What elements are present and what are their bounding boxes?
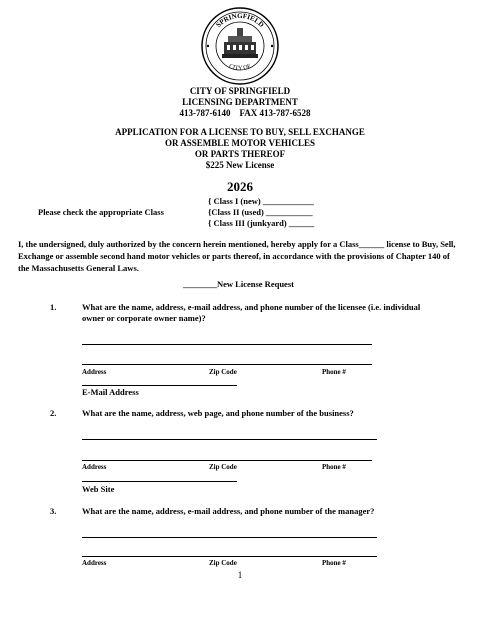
question-3-number: 3. — [50, 506, 57, 516]
q2-answer-line-1[interactable] — [82, 439, 377, 440]
question-1-text: What are the name, address, e-mail address, and phone number of the licensee (i.e. individual owner or corporate owner name)? — [82, 302, 421, 323]
q2-website-label: Web Site — [82, 484, 115, 494]
q1-phone-label: Phone # — [322, 368, 346, 376]
q1-answer-line-2[interactable] — [82, 364, 372, 365]
new-license-request[interactable]: ________New License Request — [183, 279, 294, 289]
q2-zip-label: Zip Code — [209, 463, 237, 471]
q2-phone-label: Phone # — [322, 463, 346, 471]
svg-text:SPRINGFIELD: SPRINGFIELD — [214, 11, 266, 30]
q3-answer-line-2[interactable] — [82, 556, 377, 557]
q3-zip-label: Zip Code — [209, 559, 237, 567]
q2-website-line[interactable] — [82, 481, 237, 482]
q1-zip-label: Zip Code — [209, 368, 237, 376]
question-1-number: 1. — [50, 302, 57, 312]
city-name: CITY OF SPRINGFIELD — [189, 86, 291, 96]
q2-address-label: Address — [82, 463, 107, 471]
application-title-line3: OR PARTS THEREOF — [194, 149, 286, 159]
phone-fax: 413-787-6140 FAX 413-787-6528 — [179, 108, 311, 118]
q1-answer-line-1[interactable] — [82, 344, 372, 345]
q1-email-label: E-Mail Address — [82, 387, 139, 397]
class-option-3[interactable]: { Class III (junkyard) ______ — [208, 218, 315, 228]
class-option-1[interactable]: { Class I (new) ____________ — [208, 196, 314, 206]
q3-address-label: Address — [82, 559, 107, 567]
question-2-number: 2. — [50, 408, 57, 418]
application-title-line1: APPLICATION FOR A LICENSE TO BUY, SELL EXCHANGE — [115, 127, 365, 137]
q1-email-line[interactable] — [82, 385, 237, 386]
department-name: LICENSING DEPARTMENT — [182, 97, 298, 107]
q3-answer-line-1[interactable] — [82, 537, 377, 538]
q1-address-label: Address — [82, 368, 107, 376]
page-number: 1 — [237, 570, 243, 580]
q3-phone-label: Phone # — [322, 559, 346, 567]
class-prompt: Please check the appropriate Class — [38, 207, 164, 217]
question-3-text: What are the name, address, e-mail address, and phone number of the manager? — [82, 506, 375, 516]
license-fee: $225 New License — [205, 160, 275, 170]
question-2-text: What are the name, address, web page, and phone number of the business? — [82, 408, 354, 418]
city-seal-logo — [200, 6, 280, 86]
application-title-line2: OR ASSEMBLE MOTOR VEHICLES — [165, 138, 315, 148]
svg-text:CITY OF: CITY OF — [228, 63, 252, 72]
declaration-text: I, the undersigned, duly authorized by the concern herein mentioned, hereby apply for a Class______ license to Buy, Sell, Exchange or assemble second hand motor vehicles or parts thereof, in accordance with the provisions of Chapter 140 of the Massachusetts General Laws. — [18, 239, 456, 273]
license-year: 2026 — [227, 179, 253, 194]
class-option-2[interactable]: {Class II (used) ___________ — [208, 207, 313, 217]
q2-answer-line-2[interactable] — [82, 460, 372, 461]
